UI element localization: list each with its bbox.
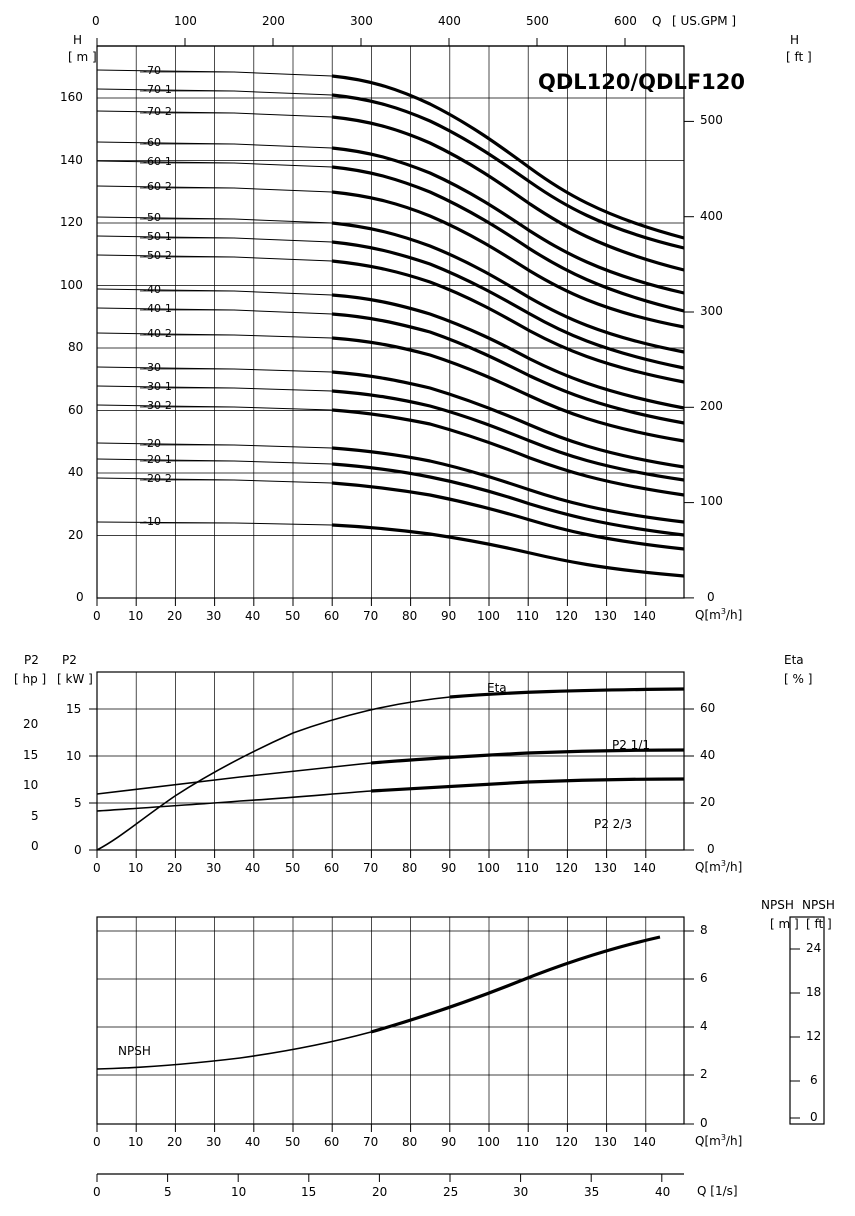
ft-tick-400: 400: [700, 209, 723, 223]
q-tick-100-p1: 100: [477, 609, 500, 623]
npsh-ft-tick-6: 6: [810, 1073, 818, 1087]
h-unit-ft: [ ft ]: [786, 50, 812, 64]
q-tick-140-p3: 140: [633, 1135, 656, 1149]
ft-tick-500: 500: [700, 113, 723, 127]
npsh-ft-tick-12: 12: [806, 1029, 822, 1043]
q-tick-20-p1: 20: [167, 609, 183, 623]
p2-full-label: P2 1/1: [612, 738, 650, 752]
ls-tick-30: 30: [513, 1185, 529, 1199]
npsh-unit-m: [ m ]: [770, 917, 799, 931]
q-tick-80-p1: 80: [402, 609, 418, 623]
h-tick-120: 120: [60, 215, 83, 229]
q-axis-label-p3: $Q[m^3/h]$: [695, 1133, 743, 1148]
h-label-left: H: [73, 33, 83, 47]
q-tick-30-p2: 30: [206, 861, 222, 875]
h-tick-60: 60: [68, 403, 84, 417]
curve-label-10: -10: [143, 515, 161, 528]
npsh-tick-8: 8: [700, 923, 708, 937]
head-curves: [97, 70, 684, 576]
q-tick-20-p2: 20: [167, 861, 183, 875]
eta-tick-20: 20: [700, 795, 716, 809]
top-tick-600: 600: [614, 14, 637, 28]
q-tick-120-p3: 120: [555, 1135, 578, 1149]
hp-tick-15: 15: [23, 748, 39, 762]
npsh-panel-grid: [97, 917, 824, 1132]
ls-tick-25: 25: [443, 1185, 459, 1199]
kw-tick-5: 5: [74, 796, 82, 810]
ft-tick-0: 0: [707, 590, 715, 604]
ft-tick-100: 100: [700, 494, 723, 508]
q-tick-40-p3: 40: [245, 1135, 261, 1149]
curve-label-50-2: -50-2: [143, 249, 172, 262]
h-tick-160: 160: [60, 90, 83, 104]
eta-axis-unit: [ % ]: [784, 672, 813, 686]
npsh-tick-6: 6: [700, 971, 708, 985]
curve-label-30: -30: [143, 361, 161, 374]
q-tick-110-p3: 110: [516, 1135, 539, 1149]
npsh-tick-2: 2: [700, 1067, 708, 1081]
npsh-unit-ft: [ ft ]: [806, 917, 832, 931]
q-tick-130-p1: 130: [594, 609, 617, 623]
q-tick-40-p2: 40: [245, 861, 261, 875]
q-tick-80-p2: 80: [402, 861, 418, 875]
q-tick-0-p2: 0: [93, 861, 101, 875]
curve-label-20-1: -20-1: [143, 453, 172, 466]
ls-tick-40: 40: [655, 1185, 671, 1199]
curve-label-20: -20: [143, 437, 161, 450]
q-tick-100-p2: 100: [477, 861, 500, 875]
curve-label-60-2: -60-2: [143, 180, 172, 193]
h-tick-20: 20: [68, 528, 84, 542]
q-tick-60-p1: 60: [324, 609, 340, 623]
top-tick-300: 300: [350, 14, 373, 28]
q-tick-110-p1: 110: [516, 609, 539, 623]
q-tick-70-p1: 70: [363, 609, 379, 623]
npsh-ft-tick-0: 0: [810, 1110, 818, 1124]
q-tick-130-p2: 130: [594, 861, 617, 875]
ft-tick-300: 300: [700, 304, 723, 318]
hp-tick-20: 20: [23, 717, 39, 731]
npsh-tick-4: 4: [700, 1019, 708, 1033]
q-tick-130-p3: 130: [594, 1135, 617, 1149]
npsh-tick-0: 0: [700, 1116, 708, 1130]
npsh-curve: [97, 937, 660, 1069]
q-tick-20-p3: 20: [167, 1135, 183, 1149]
p2-unit-kw: [ kW ]: [57, 672, 93, 686]
ls-tick-5: 5: [164, 1185, 172, 1199]
hp-tick-10: 10: [23, 778, 39, 792]
eta-tick-40: 40: [700, 748, 716, 762]
q-tick-40-p1: 40: [245, 609, 261, 623]
q-tick-90-p2: 90: [441, 861, 457, 875]
q-tick-60-p3: 60: [324, 1135, 340, 1149]
top-tick-100: 100: [174, 14, 197, 28]
q-tick-80-p3: 80: [402, 1135, 418, 1149]
q-tick-100-p3: 100: [477, 1135, 500, 1149]
ls-tick-20: 20: [372, 1185, 388, 1199]
eta-axis-label: Eta: [784, 653, 804, 667]
q-tick-60-p2: 60: [324, 861, 340, 875]
eta-tick-0: 0: [707, 842, 715, 856]
curve-label-70-1: -70-1: [143, 83, 172, 96]
ls-tick-35: 35: [584, 1185, 600, 1199]
q-tick-30-p1: 30: [206, 609, 222, 623]
ft-tick-200: 200: [700, 399, 723, 413]
eta-tick-60: 60: [700, 701, 716, 715]
h-unit-m: [ m ]: [68, 50, 97, 64]
npsh-axis-label-m: NPSH: [761, 898, 794, 912]
npsh-ft-tick-18: 18: [806, 985, 822, 999]
ls-tick-15: 15: [301, 1185, 317, 1199]
npsh-curve-label: NPSH: [118, 1044, 151, 1058]
kw-tick-0: 0: [74, 843, 82, 857]
q-axis-label-p1: $Q[m^3/h]$: [695, 607, 743, 622]
top-q-unit: [ US.GPM ]: [672, 14, 737, 28]
chart-title: QDL120/QDLF120: [538, 70, 746, 94]
h-tick-80: 80: [68, 340, 84, 354]
curve-label-20-2: -20-2: [143, 472, 172, 485]
h-tick-100: 100: [60, 278, 83, 292]
top-tick-0: 0: [92, 14, 100, 28]
kw-tick-15: 15: [66, 702, 82, 716]
q-tick-90-p1: 90: [441, 609, 457, 623]
kw-tick-10: 10: [66, 749, 82, 763]
q-tick-90-p3: 90: [441, 1135, 457, 1149]
q-tick-10-p1: 10: [128, 609, 144, 623]
curve-label-40: -40: [143, 283, 161, 296]
head-panel-grid: [97, 38, 694, 598]
curve-label-50: -50: [143, 211, 161, 224]
eta-curve-label: Eta: [487, 681, 507, 695]
q-tick-70-p2: 70: [363, 861, 379, 875]
top-tick-200: 200: [262, 14, 285, 28]
q-tick-10-p2: 10: [128, 861, 144, 875]
top-q-label: Q: [652, 14, 662, 28]
h-label-right: H: [790, 33, 800, 47]
q-tick-0-p3: 0: [93, 1135, 101, 1149]
q-tick-140-p1: 140: [633, 609, 656, 623]
p2-unit-hp: [ hp ]: [14, 672, 47, 686]
q-tick-50-p2: 50: [285, 861, 301, 875]
curve-label-70: -70: [143, 64, 161, 77]
q-tick-120-p1: 120: [555, 609, 578, 623]
q-tick-70-p3: 70: [363, 1135, 379, 1149]
curve-label-70-2: -70-2: [143, 105, 172, 118]
curve-label-40-2: -40-2: [143, 327, 172, 340]
q-tick-50-p3: 50: [285, 1135, 301, 1149]
ls-tick-10: 10: [231, 1185, 247, 1199]
p2-label-hp: P2: [24, 653, 39, 667]
curve-label-50-1: -50-1: [143, 230, 172, 243]
p2-label-kw: P2: [62, 653, 77, 667]
q-tick-10-p3: 10: [128, 1135, 144, 1149]
head-x-axis-ticks: [97, 598, 646, 606]
p2-full-curve: [97, 750, 684, 794]
curve-label-60-1: -60-1: [143, 155, 172, 168]
hp-tick-0: 0: [31, 839, 39, 853]
npsh-axis-label-ft: NPSH: [802, 898, 835, 912]
ls-tick-0: 0: [93, 1185, 101, 1199]
q-tick-120-p2: 120: [555, 861, 578, 875]
h-tick-40: 40: [68, 465, 84, 479]
h-tick-0: 0: [76, 590, 84, 604]
curve-label-40-1: -40-1: [143, 302, 172, 315]
top-tick-500: 500: [526, 14, 549, 28]
h-tick-140: 140: [60, 153, 83, 167]
q-tick-140-p2: 140: [633, 861, 656, 875]
ls-axis-label: Q [1/s]: [697, 1184, 738, 1198]
curve-label-30-1: -30-1: [143, 380, 172, 393]
q-axis-label-p2: $Q[m^3/h]$: [695, 859, 743, 874]
q-tick-110-p2: 110: [516, 861, 539, 875]
curve-label-60: -60: [143, 136, 161, 149]
q-tick-50-p1: 50: [285, 609, 301, 623]
npsh-ft-tick-24: 24: [806, 941, 822, 955]
q-tick-30-p3: 30: [206, 1135, 222, 1149]
q-tick-0-p1: 0: [93, 609, 101, 623]
p2-twothirds-label: P2 2/3: [594, 817, 632, 831]
curve-label-30-2: -30-2: [143, 399, 172, 412]
top-tick-400: 400: [438, 14, 461, 28]
hp-tick-5: 5: [31, 809, 39, 823]
ls-axis: [97, 1174, 684, 1182]
